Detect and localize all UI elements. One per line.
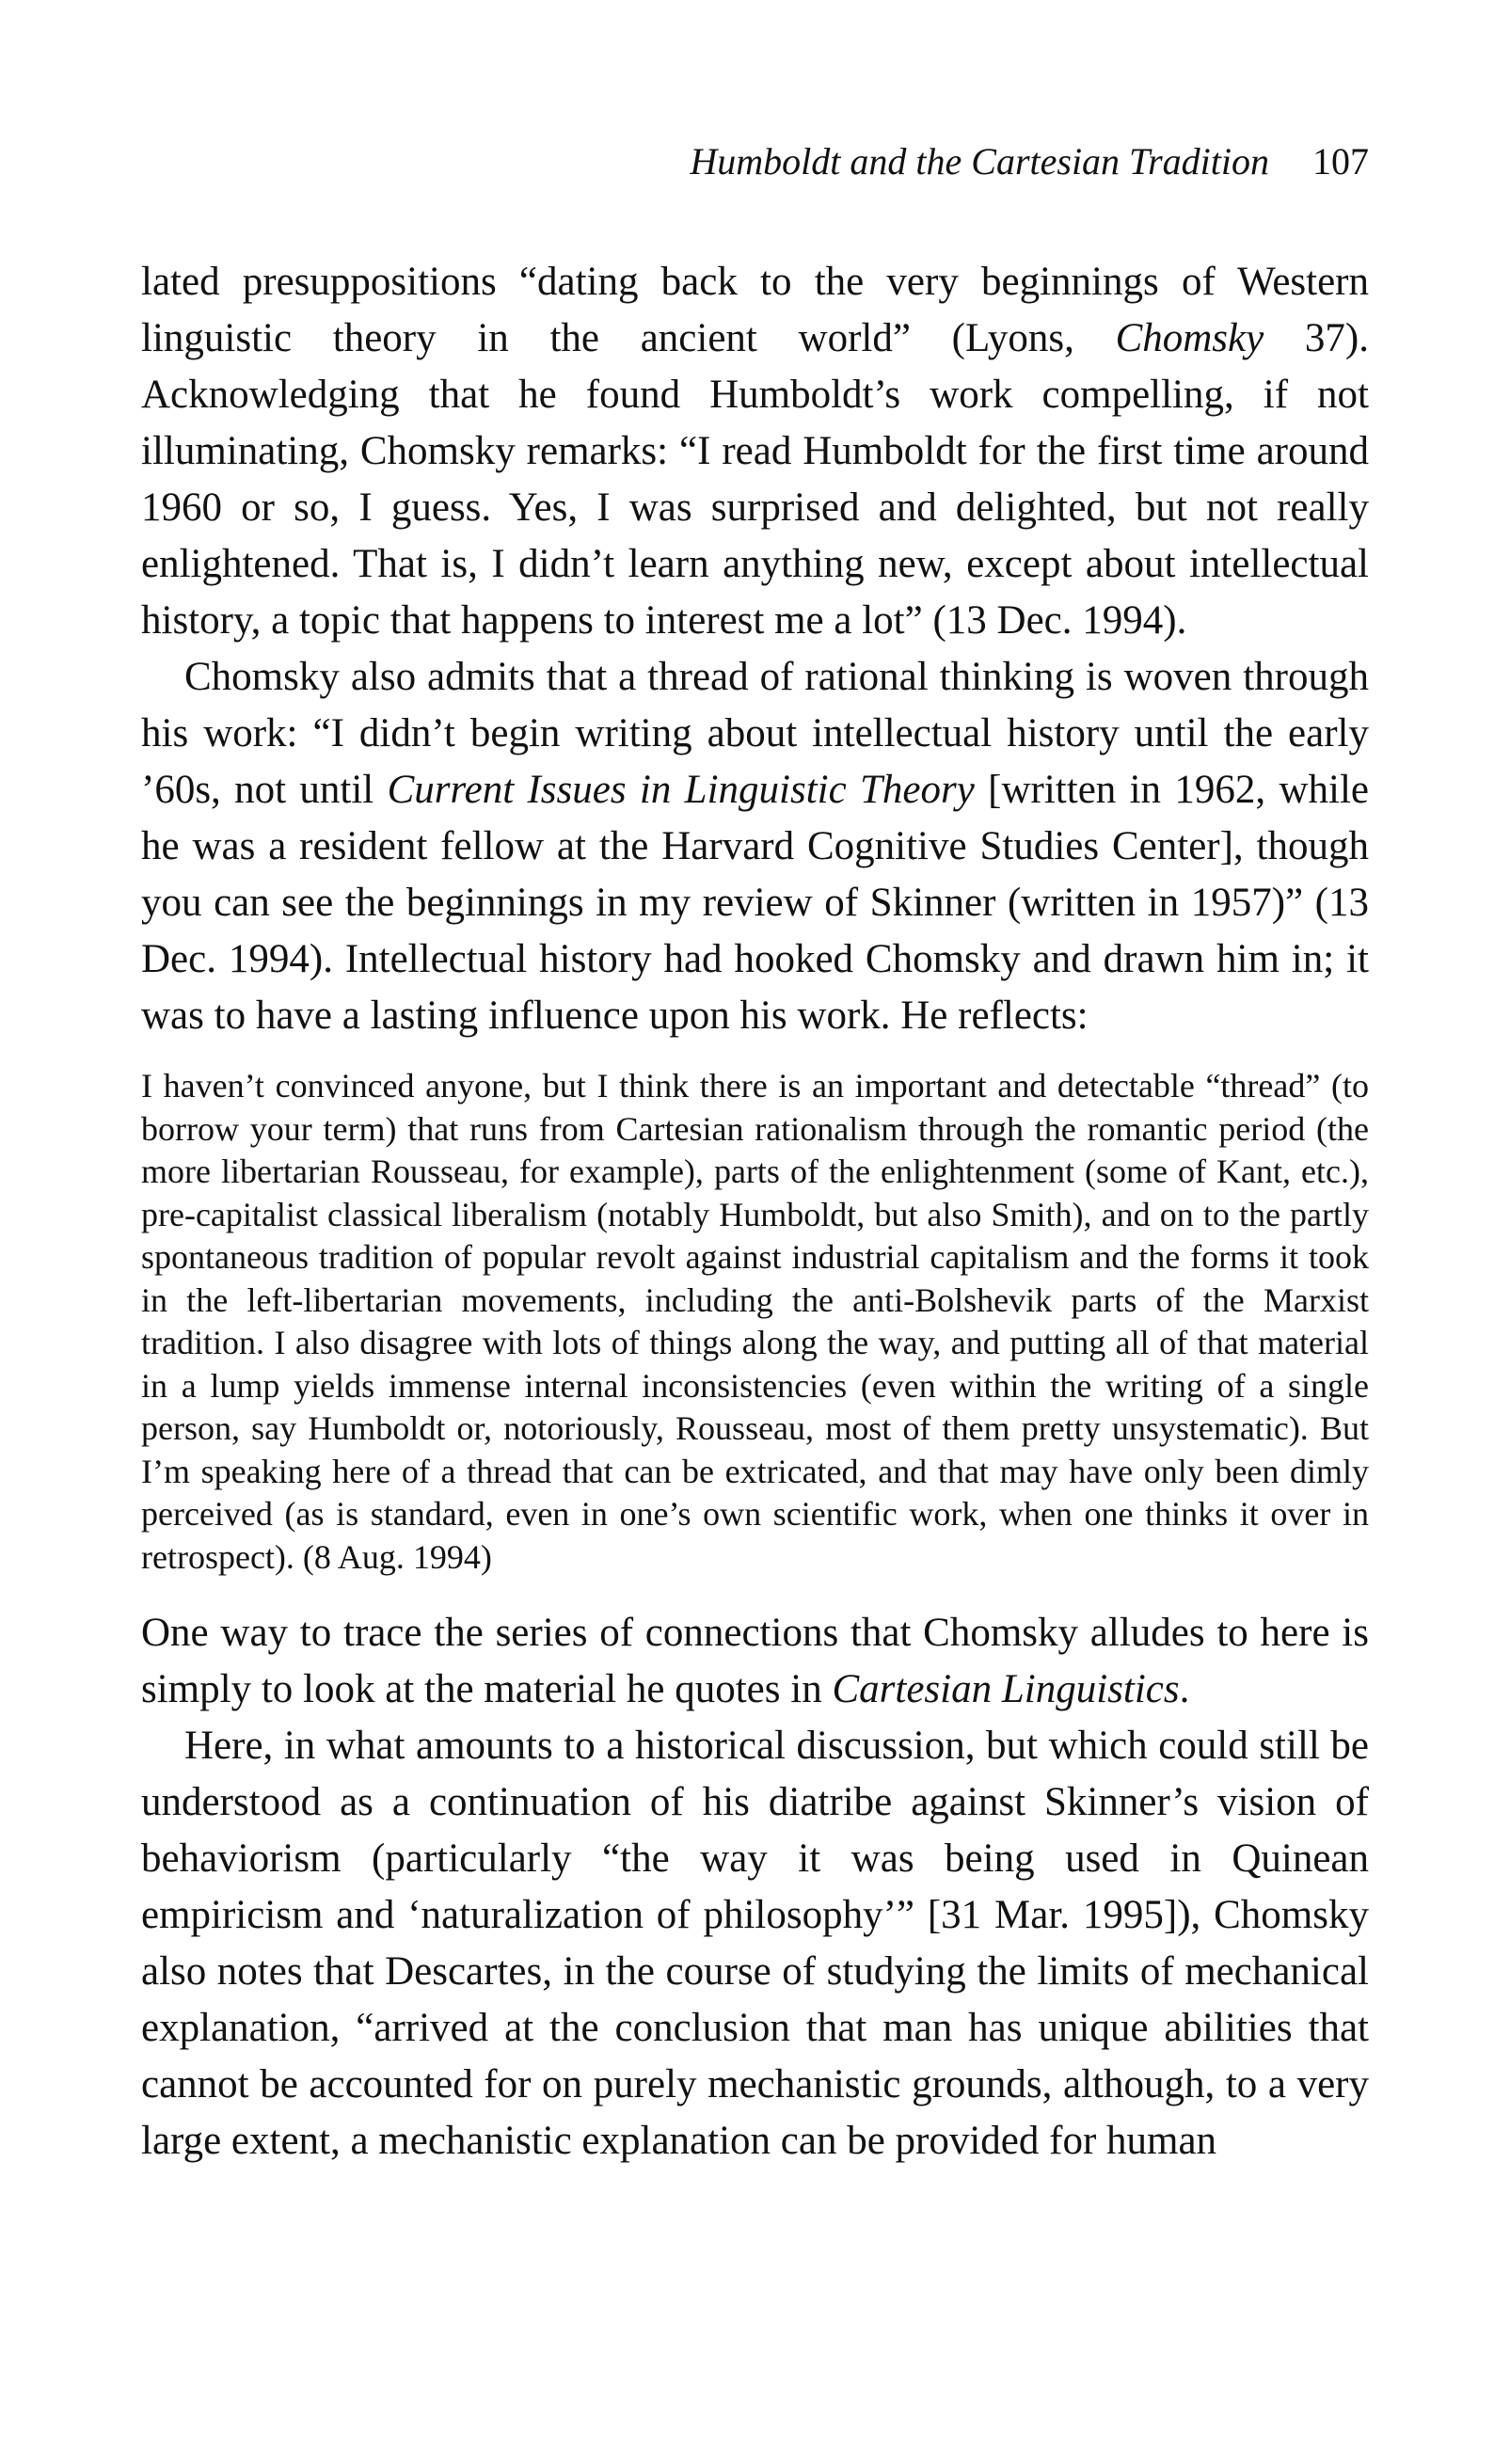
paragraph-text: [written in 1962, while he was a resident fellow at the Harvard Cognitive Studies Center], though you can see the beginnings in my review of Skinner (written in 1957)” (13 Dec. 1994). Intellectual history had hooked Chomsky and drawn him in; it was to have a lasting influence upon his work. He reflects: — [141, 768, 1369, 1038]
paragraph-text: Here, in what amounts to a historical discussion, but which could still be understood as a continuation of his diatribe against Skinner’s vision of behaviorism (particularly “the way it was being used in Quinean empiricism and ‘naturalization of philosophy’” [31 Mar. 1995]), Chomsky also notes that Descartes, in the course of studying the limits of mechanical explanation, “arrived at the conclusion that man has unique abilities that cannot be accounted for on purely mechanistic grounds, although, to a very large extent, a mechanistic explanation can be provided for human — [141, 1724, 1369, 2163]
running-head-title: Humboldt and the Cartesian Tradition — [690, 140, 1269, 183]
book-title-current-issues: Current Issues in Linguistic Theory — [387, 768, 975, 812]
running-head — [690, 139, 1369, 184]
paragraph — [141, 1605, 1369, 1718]
book-title-cartesian-linguistics: Cartesian Linguistics — [832, 1667, 1180, 1711]
paragraph-text: 37). Acknowledging that he found Humboldt’s work compelling, if not illuminating, Chomsky remarks: “I read Humboldt for the first time around 1960 or so, I guess. Yes, I was surprised and delighted, but not really enlightened. That is, I didn’t learn anything new, except about intellectual history, a topic that happens to interest me a lot” (13 Dec. 1994). — [141, 316, 1369, 643]
book-title-chomsky: Chomsky — [1115, 316, 1264, 360]
paragraph-text: One way to trace the series of connections that Chomsky alludes to here is simply to look at the material he quotes in — [141, 1611, 1369, 1711]
block-quote: I haven’t convinced anyone, but I think there is an important and detectable “thread” (to borrow your term) that runs from Cartesian rationalism through the romantic period (the more libertarian Rousseau, for example), parts of the enlightenment (some of Kant, etc.), pre-capitalist classical liberalism (notably Humboldt, but also Smith), and on to the partly spontaneous tradition of popular revolt against industrial capitalism and the forms it took in the left-libertarian movements, including the anti-Bolshevik parts of the Marxist tradition. I also disagree with lots of things along the way, and putting all of that material in a lump yields immense internal inconsistencies (even within the writing of a single person, say Humboldt or, notoriously, Rousseau, most of them pretty unsystematic). But I’m speaking here of a thread that can be extricated, and that may have only been dimly perceived (as is standard, even in one’s own scientific work, when one thinks it over in retrospect). (8 Aug. 1994) — [141, 1067, 1369, 1576]
paragraph-text: Chomsky also admits that a thread of rational thinking is woven through his work: “I didn’t begin writing about intellectual history until the early ’60s, not until — [141, 655, 1369, 812]
paragraph — [141, 649, 1369, 1044]
paragraph — [141, 1718, 1369, 2170]
paragraph-text: . — [1179, 1667, 1190, 1711]
paragraph-text: lated presuppositions “dating back to the very beginnings of Western linguistic theory in the ancient world” (Lyons, — [141, 260, 1369, 360]
page-number: 107 — [1312, 140, 1369, 183]
paragraph-continued — [141, 254, 1369, 649]
body-text — [141, 254, 1369, 2170]
book-page — [141, 0, 1369, 2464]
